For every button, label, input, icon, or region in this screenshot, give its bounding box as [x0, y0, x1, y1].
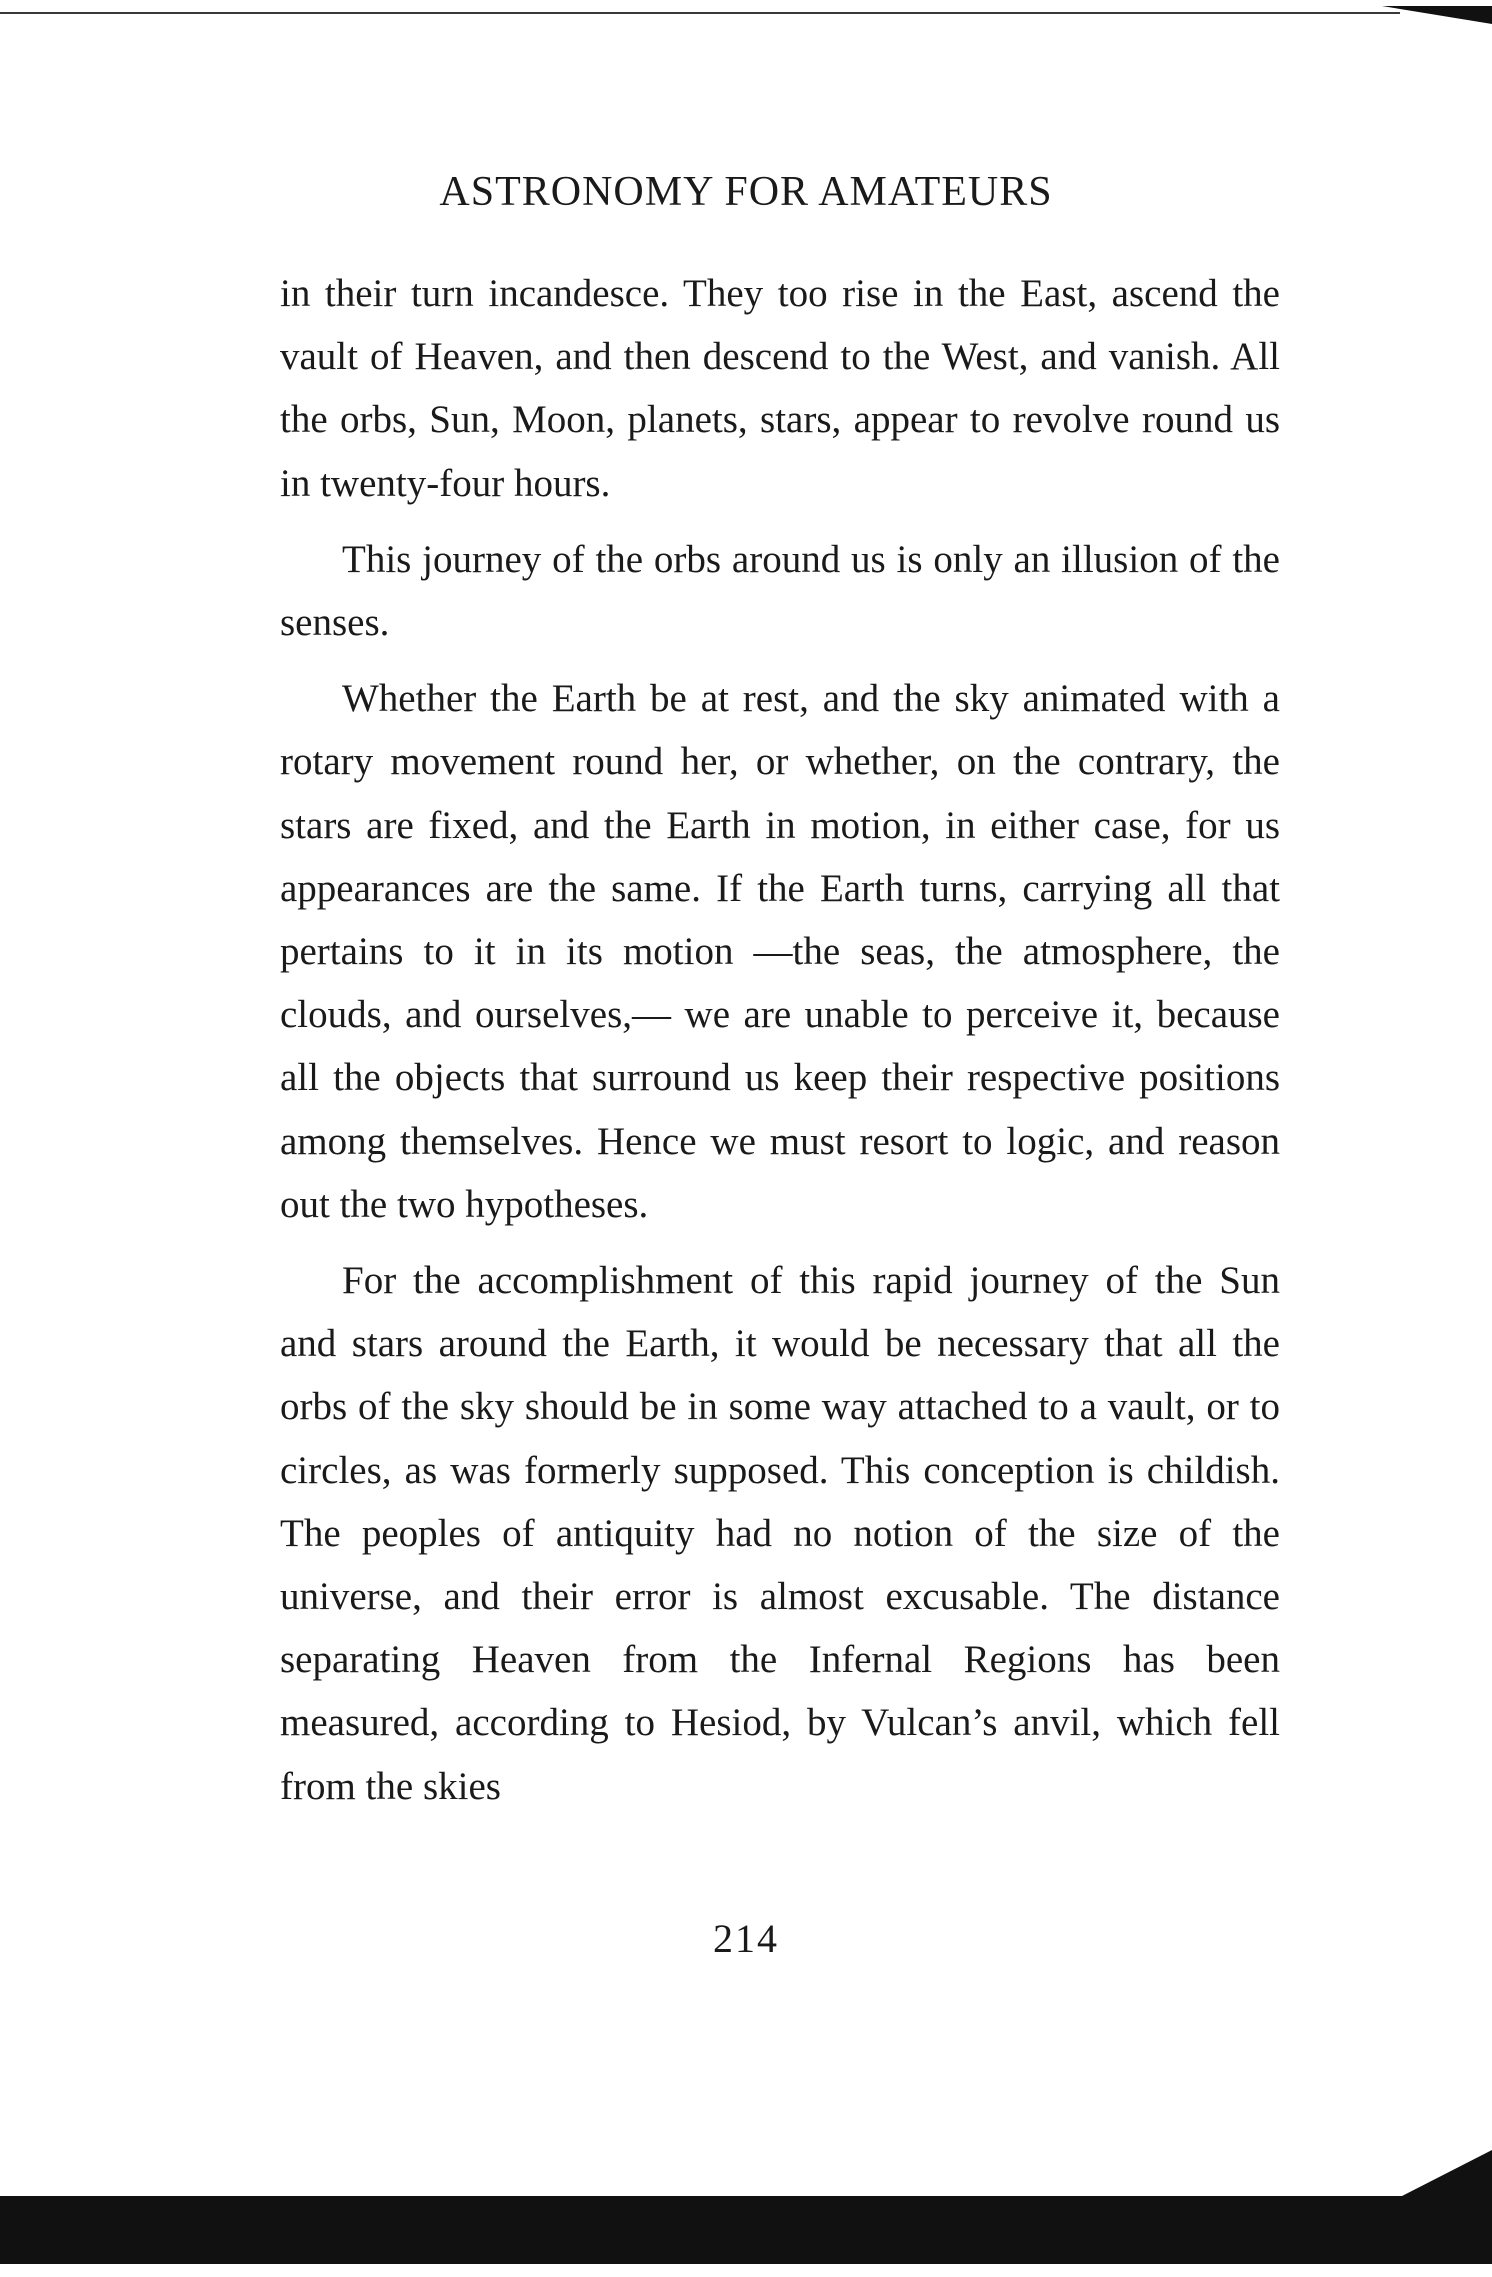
top-edge-rule — [0, 12, 1400, 14]
page-corner-shadow — [1382, 6, 1492, 24]
scan-edge-bar — [0, 2196, 1492, 2264]
paragraph-4: For the accomplishment of this rapid journey of the Sun and stars around the Earth, it would be necessary that all the orbs of the sky should be in some way attached to a vault, or to circles, as was formerly supposed. This conception is childish. The peoples of antiquity had no notion of the size of the universe, and their error is almost excusable. The distance separating Heaven from the Infernal Regions has been measured, according to Hesiod, by Vulcan’s anvil, which fell from the skies — [280, 1259, 1280, 1808]
running-head: ASTRONOMY FOR AMATEURS — [439, 169, 1053, 215]
page-curl-shadow — [1402, 2150, 1492, 2196]
paragraph-2: This journey of the orbs around us is only an illusion of the senses. — [280, 537, 1280, 645]
paragraph-3: Whether the Earth be at rest, and the sky animated with a rotary movement round her, or whether, on the contrary, the stars are fixed, and the Earth in motion, in either case, for us appearances are the same. If the Earth turns, carrying all that pertains to it in its motion —the seas, the atmosphere, the clouds, and ourselves,— we are unable to perceive it, because all the objects that surround us keep their respective positions among themselves. Hence we must resort to logic, and reason out the two hypotheses. — [280, 677, 1280, 1226]
paragraph-1: in their turn incandesce. They too rise in the East, ascend the vault of Heaven, and then descend to the West, and vanish. All the orbs, Sun, Moon, planets, stars, appear to revolve round us in twenty-four hours. — [280, 272, 1280, 505]
body-text — [280, 262, 1280, 1831]
page-number: 214 — [713, 1916, 779, 1961]
